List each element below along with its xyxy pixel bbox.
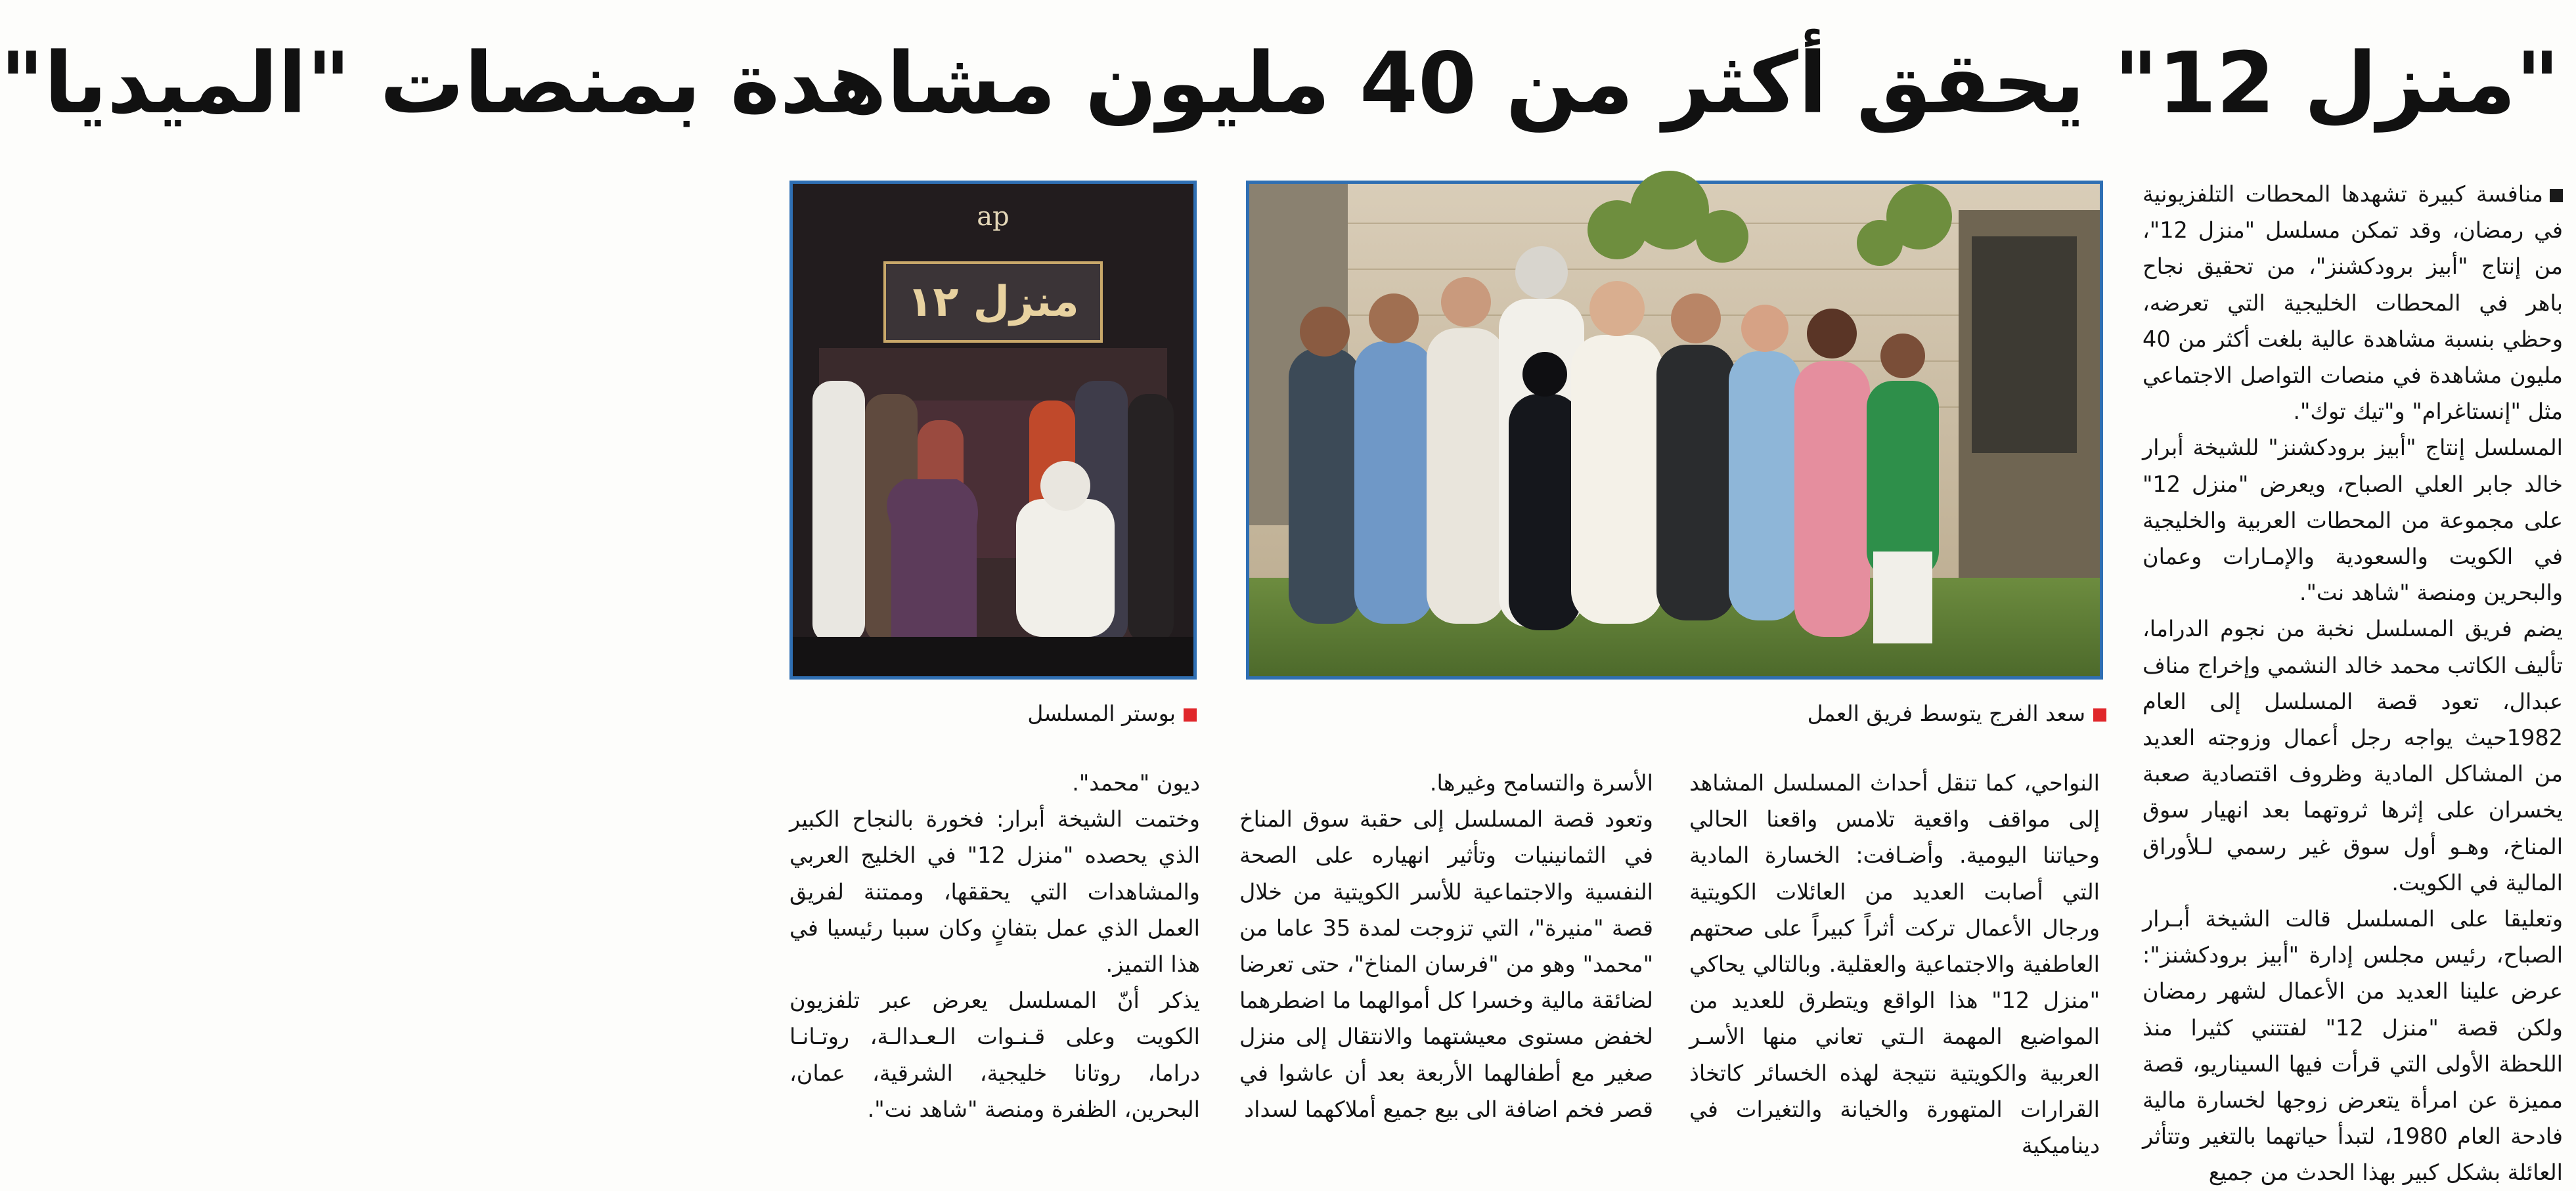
photo-caption: سعد الفرج يتوسط فريق العمل [1686, 699, 2106, 728]
paragraph: يذكر أنّ المسلسل يعرض عبر تلفزيون الكويت وعلى قـنـوات الـعـدالـة، روتـانـا دراما، روتانا خليجية، الشرقية، عمان، البحرين، الظفرة ومنصة "شاهد نت". [789, 987, 1200, 1122]
article-column-2 [1689, 765, 2100, 1159]
caption-marker-icon [2093, 708, 2106, 722]
poster-image [793, 184, 1193, 676]
cast-photo-image [1249, 184, 2100, 676]
article-column-1 [2143, 176, 2563, 1186]
poster-title: منزل ١٢ [907, 278, 1079, 326]
article-column-4 [789, 765, 1200, 1122]
paragraph: المسلسل إنتاج "أبيز برودكشنز" للشيخة أبرار خالد جابر العلي الصباح، ويعرض "منزل 12" على مجموعة من المحطات العربية والخليجية في الكويت والسعودية والإمـارات وعمان والبحرين ومنصة "شاهد نت". [2143, 435, 2563, 606]
headline: "منزل 12" يحقق أكثر من 40 مليون مشاهدة بمنصات "الميديا" [0, 35, 2560, 133]
paragraph: النواحي، كما تنقل أحداث المسلسل المشاهد إلى مواقف واقعية تلامس واقعنا الحالي وحياتنا اليومية. وأضـافت: الخسارة المادية التي أصابت العديد من العائلات الكويتية ورجال الأعمال تركت أثراً كبيراً على صحتهم العاطفية والاجتماعية والعقلية. وبالتالي يحاكي "منزل 12" هذا الواقع ويتطرق للعديد من المواضيع المهمة الـتي تعاني منها الأسـر العربية والكويتية نتيجة لهذه الخسائر كاتخاذ القرارات المتهورة والخيانة والتغيرات في ديناميكية [1689, 770, 2100, 1159]
series-poster [789, 181, 1197, 680]
paragraph: وختمت الشيخة أبرار: فخورة بالنجاح الكبير الذي يحصده "منزل 12" في الخليج العربي والمشاهدات التي يحققها، وممتنة لفريق العمل الذي عمل بتفانٍ وكان سببا رئيسيا في هذا التميز. [789, 806, 1200, 978]
caption-marker-icon [1184, 708, 1197, 722]
poster-logo: ap [977, 202, 1010, 232]
paragraph: منافسة كبيرة تشهدها المحطات التلفزيونية في رمضان، وقد تمكن مسلسل "منزل 12"، من إنتاج "أبيز برودكشنز"، من تحقيق نجاح باهر في المحطات الخليجية التي تعرضه، وحظي بنسبة مشاهدة عالية بلغت أكثر من 40 مليون مشاهدة في منصات التواصل الاجتماعي مثل "إنستاغرام" و"تيك توك". [2143, 181, 2563, 425]
article-column-3 [1239, 765, 1653, 1122]
paragraph: يضم فريق المسلسل نخبة من نجوم الدراما، تأليف الكاتب محمد خالد النشمي وإخراج مناف عبدال، تعود قصة المسلسل إلى العام 1982حيث يواجه رجل أعمال وزوجته العديد من المشاكل المادية وظروف اقتصادية صعبة يخسران على إثرها ثروتهما بعد انهيار سوق المناخ، وهـو أول سوق غير رسمي لـلأوراق المالية في الكويت. [2143, 616, 2563, 896]
paragraph: وتعود قصة المسلسل إلى حقبة سوق المناخ في الثمانينيات وتأثير انهياره على الصحة النفسية والاجتماعية للأسر الكويتية من خلال قصة "منيرة"، التي تزوجت لمدة 35 عاما من "محمد" وهو من "فرسان المناخ"، حتى تعرضا لضائقة مالية وخسرا كل أموالهما ما اضطرهما لخفض مستوى معيشتهما والانتقال إلى منزل صغير مع أطفالهما الأربعة بعد أن عاشوا في قصر فخم اضافة الى بيع جميع أملاكهما لسداد [1239, 806, 1653, 1122]
cast-photo [1246, 181, 2103, 680]
paragraph: الأسرة والتسامح وغيرها. [1429, 770, 1653, 796]
paragraph: وتعليقا على المسلسل قالت الشيخة أبـرار الصباح، رئيس مجلس إدارة "أبيز برودكشنز": عرض علينا العديد من الأعمال لشهر رمضان ولكن قصة "منزل 12" لفتتني كثيرا منذ اللحظة الأولى التي قرأت فيها السيناريو، قصة مميزة عن امرأة يتعرض زوجها لخسارة مالية فادحة العام 1980، لتبدأ حياتهما بالتغير وتتأثر العائلة بشكل كبير بهذا الحدث من جميع [2143, 906, 2563, 1186]
bullet-square-icon [2550, 189, 2563, 202]
paragraph: ديون "محمد". [1072, 770, 1200, 796]
poster-caption: بوستر المسلسل [931, 699, 1197, 728]
